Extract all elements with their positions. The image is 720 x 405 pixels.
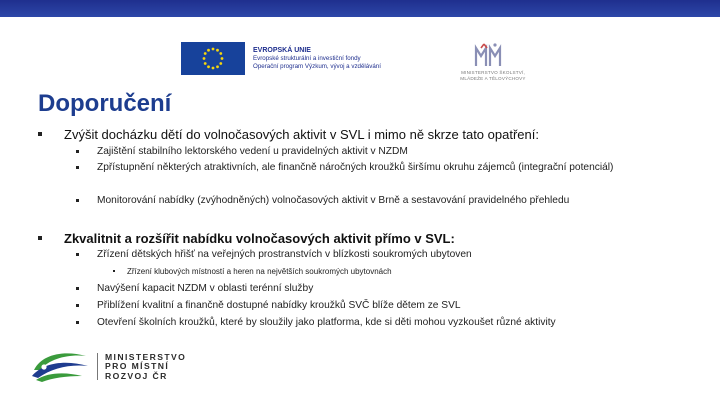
list-item: Monitorování nabídky (zvýhodněných) volnočasových aktivit v Brně a sestavování pravidelného přehledu: [97, 195, 570, 206]
section-heading: Zkvalitnit a rozšířit nabídku volnočasových aktivit přímo v SVL:: [64, 231, 455, 246]
sub-list-item: Zřízení klubových místností a heren na největších soukromých ubytovnách: [127, 267, 392, 276]
eu-logo-text: [253, 47, 381, 71]
eu-flag-icon: [181, 42, 245, 75]
bullet-icon: [38, 132, 42, 136]
list-item: Přiblížení kvalitní a finančně dostupné nabídky kroužků SVČ blíže dětem ze SVL: [97, 300, 461, 311]
list-item: Zajištění stabilního lektorského vedení u pravidelných aktivit v NZDM: [97, 146, 408, 157]
mmr-logo-icon: [30, 350, 92, 382]
eu-logo-line3: Operační program Výzkum, vývoj a vzdělávání: [253, 62, 381, 70]
bullet-icon: [76, 304, 79, 307]
eu-logo-line2: Evropské strukturální a investiční fondy: [253, 54, 361, 62]
msmt-logo-text: [449, 70, 537, 81]
msmt-logo-line1: MINISTERSTVO ŠKOLSTVÍ,: [461, 70, 525, 75]
bullet-icon: [76, 253, 79, 256]
eu-logo: [181, 42, 381, 75]
mmr-logo-line3: ROZVOJ ČR: [105, 370, 168, 381]
mmr-logo-text: [105, 353, 186, 381]
bullet-icon: [38, 236, 42, 240]
bullet-icon: [113, 270, 115, 272]
logo-divider: [97, 353, 98, 380]
mmr-logo-line2: PRO MÍSTNÍ: [105, 361, 170, 372]
mmr-logo-line1: MINISTERSTVO: [105, 352, 187, 362]
page-title: Doporučení: [38, 90, 172, 117]
list-item: Navýšení kapacit NZDM v oblasti terénní služby: [97, 283, 314, 294]
bullet-icon: [76, 199, 79, 202]
bullet-icon: [76, 150, 79, 153]
list-item: Zpřístupnění některých atraktivních, ale finančně náročných kroužků širšímu okruhu zájemců (integrační potenciál): [97, 162, 614, 173]
bullet-icon: [76, 287, 79, 290]
top-banner: [0, 0, 720, 17]
section-heading: Zvýšit docházku dětí do volnočasových aktivit v SVL i mimo ně skrze tato opatření:: [64, 127, 539, 142]
list-item: Zřízení dětských hřišť na veřejných prostranstvích v blízkosti soukromých ubytoven: [97, 249, 472, 260]
bullet-icon: [76, 321, 79, 324]
eu-logo-line1: EVROPSKÁ UNIE: [253, 46, 311, 54]
msmt-logo-line2: MLÁDEŽE A TĚLOVÝCHOVY: [460, 75, 526, 81]
list-item: Otevření školních kroužků, které by sloužily jako platforma, kde si děti mohou vyzkoušet různé aktivity: [97, 317, 556, 328]
bullet-icon: [76, 166, 79, 169]
